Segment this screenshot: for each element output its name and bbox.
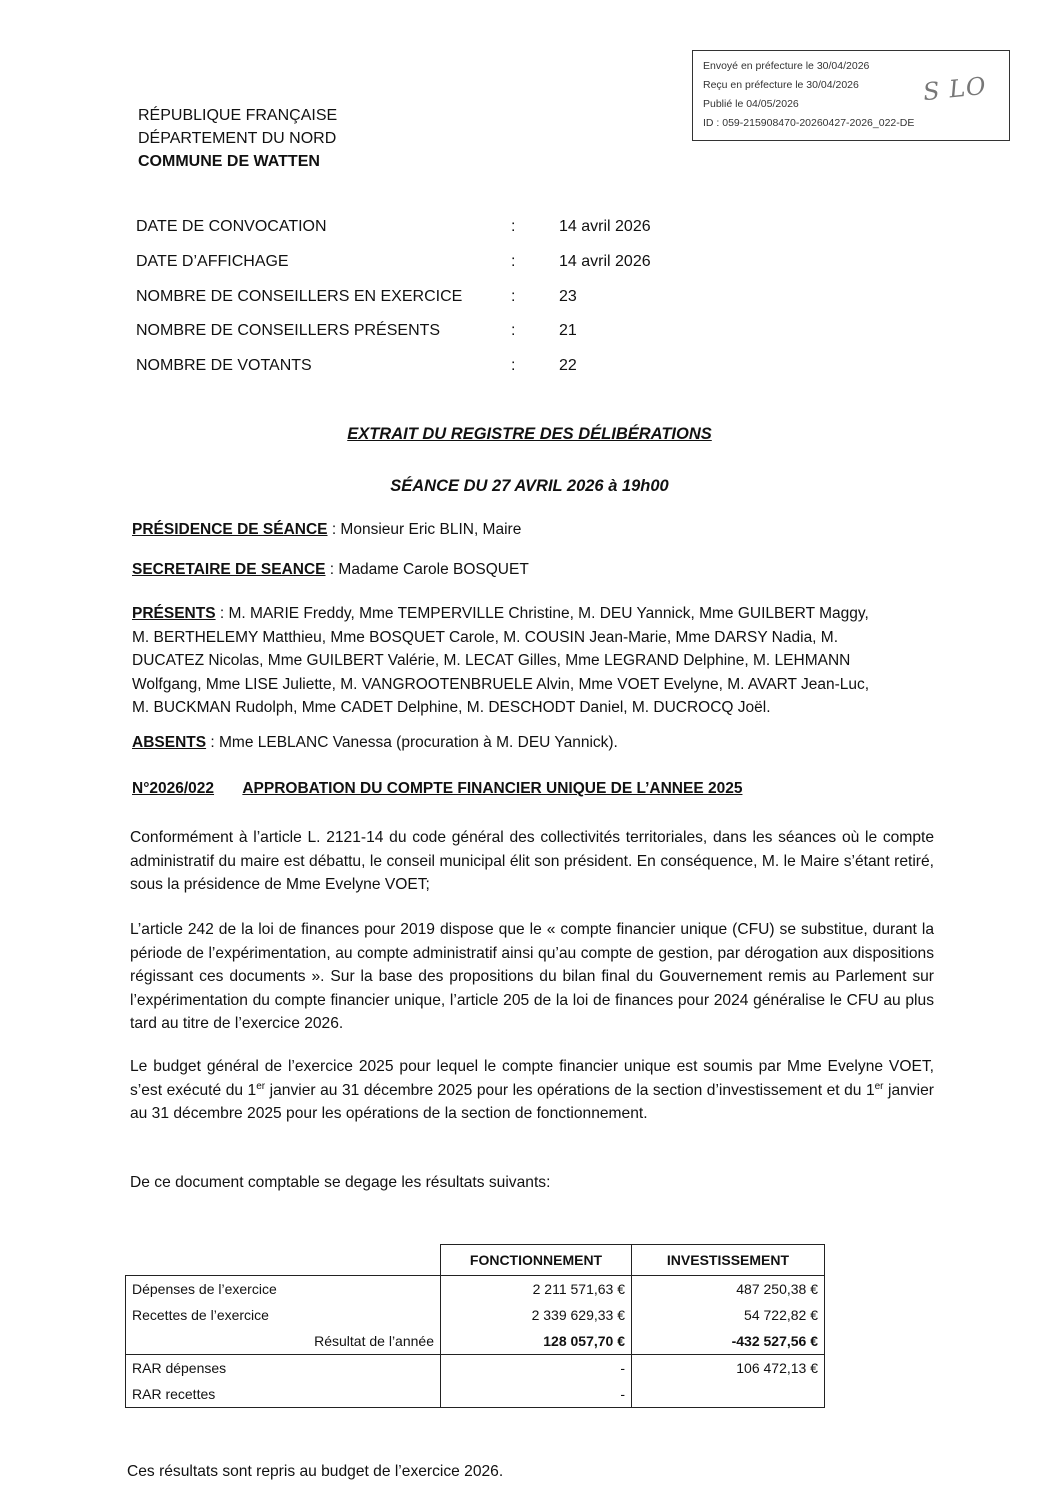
cell-fonctionnement: -	[441, 1381, 632, 1408]
header-fonctionnement: FONCTIONNEMENT	[441, 1245, 632, 1276]
paragraph-5: Ces résultats sont repris au budget de l’exercice 2026.	[127, 1463, 504, 1480]
info-label: DATE D’AFFICHAGE	[136, 253, 289, 270]
row-label: RAR dépenses	[126, 1355, 441, 1382]
table-row	[126, 1355, 825, 1382]
info-row-convocation	[136, 218, 696, 242]
info-separator: :	[511, 253, 516, 270]
stamp-id-line: ID : 059-215908470-20260427-2026_022-DE	[703, 117, 915, 129]
presidence-value: : Monsieur Eric BLIN, Maire	[327, 521, 522, 538]
presents-line: Wolfgang, Mme LISE Juliette, M. VANGROOTENBRUELE Alvin, Mme VOET Evelyne, M. AVART Jean-Luc,	[132, 675, 870, 693]
info-value: 21	[559, 322, 577, 339]
info-value: 14 avril 2026	[559, 218, 651, 235]
cell-fonctionnement: 2 339 629,33 €	[441, 1302, 632, 1328]
info-row-affichage	[136, 253, 696, 277]
superscript: er	[874, 1080, 884, 1092]
paragraph-3-part: janvier au 31 décembre 2025 pour les opérations de la section de fonctionnement.	[130, 1081, 934, 1122]
info-value: 22	[559, 357, 577, 374]
presents-line: M. BUCKMAN Rudolph, Mme CADET Delphine, M. DESCHODT Daniel, M. DUCROCQ Joël.	[132, 699, 771, 716]
presents-block	[132, 602, 932, 720]
presents-label: PRÉSENTS	[132, 605, 216, 622]
absents-label: ABSENTS	[132, 734, 207, 751]
cell-investissement	[632, 1381, 825, 1408]
deliberation-heading	[132, 780, 932, 798]
deliberation-title: APPROBATION DU COMPTE FINANCIER UNIQUE DE L’ANNEE 2025	[242, 780, 743, 797]
row-label: RAR recettes	[126, 1381, 441, 1408]
info-row-conseillers-exercice	[136, 288, 696, 312]
table-row	[126, 1276, 825, 1303]
cell-fonctionnement: -	[441, 1355, 632, 1382]
cell-investissement: -432 527,56 €	[632, 1328, 825, 1355]
secretaire-label: SECRETAIRE DE SEANCE	[132, 561, 326, 578]
absents-line	[132, 734, 932, 752]
info-separator: :	[511, 322, 516, 339]
row-label: Recettes de l’exercice	[126, 1302, 441, 1328]
paragraph-3-part: Le budget général de l’exercice 2025 pour lequel le compte financier unique est soumis par Mme Evelyne VOET, s’est exécuté du 1	[130, 1058, 934, 1099]
cell-fonctionnement: 128 057,70 €	[441, 1328, 632, 1355]
info-label: NOMBRE DE VOTANTS	[136, 357, 312, 374]
financial-results-table	[125, 1244, 825, 1408]
header-commune: COMMUNE DE WATTEN	[138, 153, 320, 170]
info-separator: :	[511, 218, 516, 235]
cell-investissement: 106 472,13 €	[632, 1355, 825, 1382]
info-separator: :	[511, 288, 516, 305]
presidence-line	[132, 521, 932, 539]
info-value: 14 avril 2026	[559, 253, 651, 270]
paragraph-3	[130, 1055, 934, 1126]
presents-line: M. BERTHELEMY Matthieu, Mme BOSQUET Carole, M. COUSIN Jean-Marie, Mme DARSY Nadia, M.	[132, 628, 839, 646]
cell-fonctionnement: 2 211 571,63 €	[441, 1276, 632, 1303]
row-label: Résultat de l’année	[126, 1328, 441, 1355]
row-label: Dépenses de l’exercice	[126, 1276, 441, 1303]
cell-investissement: 54 722,82 €	[632, 1302, 825, 1328]
header-republique: RÉPUBLIQUE FRANÇAISE	[138, 107, 338, 124]
document-title	[0, 425, 1059, 444]
info-row-conseillers-presents	[136, 322, 696, 346]
info-label: DATE DE CONVOCATION	[136, 218, 327, 235]
presents-line: : M. MARIE Freddy, Mme TEMPERVILLE Christine, M. DEU Yannick, Mme GUILBERT Maggy,	[215, 605, 869, 622]
prefecture-stamp	[692, 50, 1010, 141]
presidence-label: PRÉSIDENCE DE SÉANCE	[132, 521, 328, 538]
seance-title: SÉANCE DU 27 AVRIL 2026 à 19h00	[390, 477, 669, 495]
superscript: er	[256, 1080, 266, 1092]
paragraph-4: De ce document comptable se degage les résultats suivants:	[130, 1174, 551, 1191]
header-departement: DÉPARTEMENT DU NORD	[138, 130, 337, 147]
paragraph-2: L’article 242 de la loi de finances pour 2019 dispose que le « compte financier unique (CFU) se substitue, durant la période de l’expérimentation, au compte administratif ainsi qu’au compte de gestion, par dérogation aux dispositions régissant ces documents ». Sur la base des propositions du bilan final du Gouvernement remis au Parlement sur l’expérimentation du compte financier unique, l’article 205 de la loi de finances pour 2024 généralise le CFU au plus tard au titre de l’exercice 2026.	[130, 921, 934, 1032]
stamp-sent-line: Envoyé en préfecture le 30/04/2026	[703, 60, 870, 72]
info-label: NOMBRE DE CONSEILLERS PRÉSENTS	[136, 322, 441, 339]
presents-line: DUCATEZ Nicolas, Mme GUILBERT Valérie, M. LECAT Gilles, Mme LEGRAND Delphine, M. LEHMANN	[132, 652, 851, 669]
table-row	[126, 1302, 825, 1328]
info-row-votants	[136, 357, 696, 381]
info-label: NOMBRE DE CONSEILLERS EN EXERCICE	[136, 288, 463, 305]
table-header-row	[126, 1245, 825, 1276]
deliberation-number: N°2026/022	[132, 780, 215, 797]
stamp-published-line: Publié le 04/05/2026	[703, 98, 799, 110]
absents-value: : Mme LEBLANC Vanessa (procuration à M. DEU Yannick).	[206, 734, 618, 751]
secretaire-value: : Madame Carole BOSQUET	[325, 561, 529, 578]
secretaire-line	[132, 561, 932, 579]
document-header	[138, 104, 337, 173]
paragraph-1: Conformément à l’article L. 2121-14 du code général des collectivités territoriales, dans les séances où le compte administratif du maire est débattu, le conseil municipal élit son président. En conséquence, M. le Maire s’étant retiré, sous la présidence de Mme Evelyne VOET;	[130, 829, 934, 893]
document-title-text: EXTRAIT DU REGISTRE DES DÉLIBÉRATIONS	[347, 425, 712, 443]
table-row-result	[126, 1328, 825, 1355]
stamp-signature: S LO	[922, 71, 989, 107]
header-investissement: INVESTISSEMENT	[632, 1245, 825, 1276]
table-row	[126, 1381, 825, 1408]
stamp-received-line: Reçu en préfecture le 30/04/2026	[703, 79, 859, 91]
cell-investissement: 487 250,38 €	[632, 1276, 825, 1303]
paragraph-3-part: janvier au 31 décembre 2025 pour les opérations de la section d’investissement et du 1	[265, 1081, 875, 1099]
info-value: 23	[559, 288, 577, 305]
info-separator: :	[511, 357, 516, 374]
